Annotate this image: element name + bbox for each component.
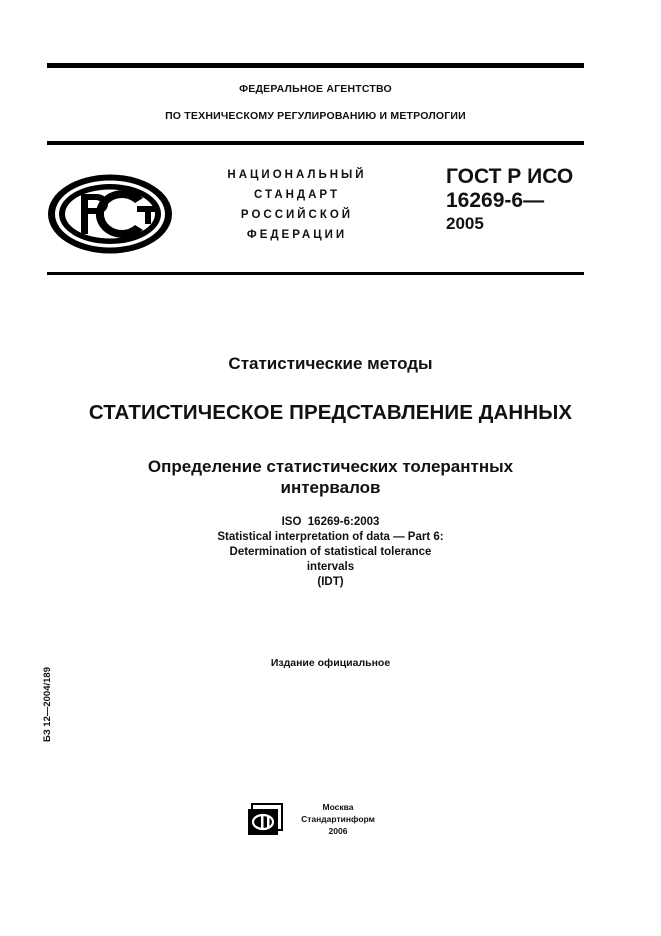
methods-title: Статистические методы (228, 354, 433, 373)
header-rule (47, 141, 584, 145)
publisher-block (290, 801, 386, 837)
gost-line2: 16269-6— (446, 189, 545, 212)
agency-name-line1: ФЕДЕРАЛЬНОЕ АГЕНТСТВО (239, 83, 392, 95)
gost-line1: ГОСТ Р ИСО (446, 165, 574, 188)
publisher-year: 2006 (328, 826, 348, 836)
iso-line: intervals (306, 561, 355, 573)
subtitle (0, 456, 661, 498)
publisher-city: Москва (322, 802, 354, 812)
national-standard-block (212, 165, 382, 245)
iso-line: (IDT) (317, 576, 344, 588)
main-title: СТАТИСТИЧЕСКОЕ ПРЕДСТАВЛЕНИЕ ДАННЫХ (88, 401, 573, 424)
national-standard-line: РОССИЙСКОЙ (240, 209, 354, 221)
iso-reference (0, 515, 661, 590)
top-rule (47, 63, 584, 68)
gost-year: 2005 (446, 214, 484, 233)
iso-line: Determination of statistical tolerance (229, 546, 432, 558)
standartinform-logo-icon (246, 801, 286, 837)
national-standard-line: ФЕДЕРАЦИИ (246, 229, 348, 241)
subtitle-line2: интервалов (280, 478, 381, 497)
agency-name-line2: ПО ТЕХНИЧЕСКОМУ РЕГУЛИРОВАНИЮ И МЕТРОЛОГИИ (165, 110, 466, 122)
gost-designation (446, 165, 573, 235)
side-code: БЗ 12—2004/189 (42, 667, 53, 742)
edition-label: Издание официальное (270, 657, 391, 669)
header-bottom-rule (47, 272, 584, 275)
rst-certification-mark-icon (45, 172, 175, 256)
subtitle-line1: Определение статистических толерантных (147, 457, 514, 476)
iso-line: ISO 16269-6:2003 (281, 516, 380, 528)
national-standard-line: НАЦИОНАЛЬНЫЙ (227, 169, 367, 181)
publisher-name: Стандартинформ (301, 814, 375, 824)
iso-line: Statistical interpretation of data — Part 6: (217, 531, 444, 543)
national-standard-line: СТАНДАРТ (254, 189, 340, 201)
